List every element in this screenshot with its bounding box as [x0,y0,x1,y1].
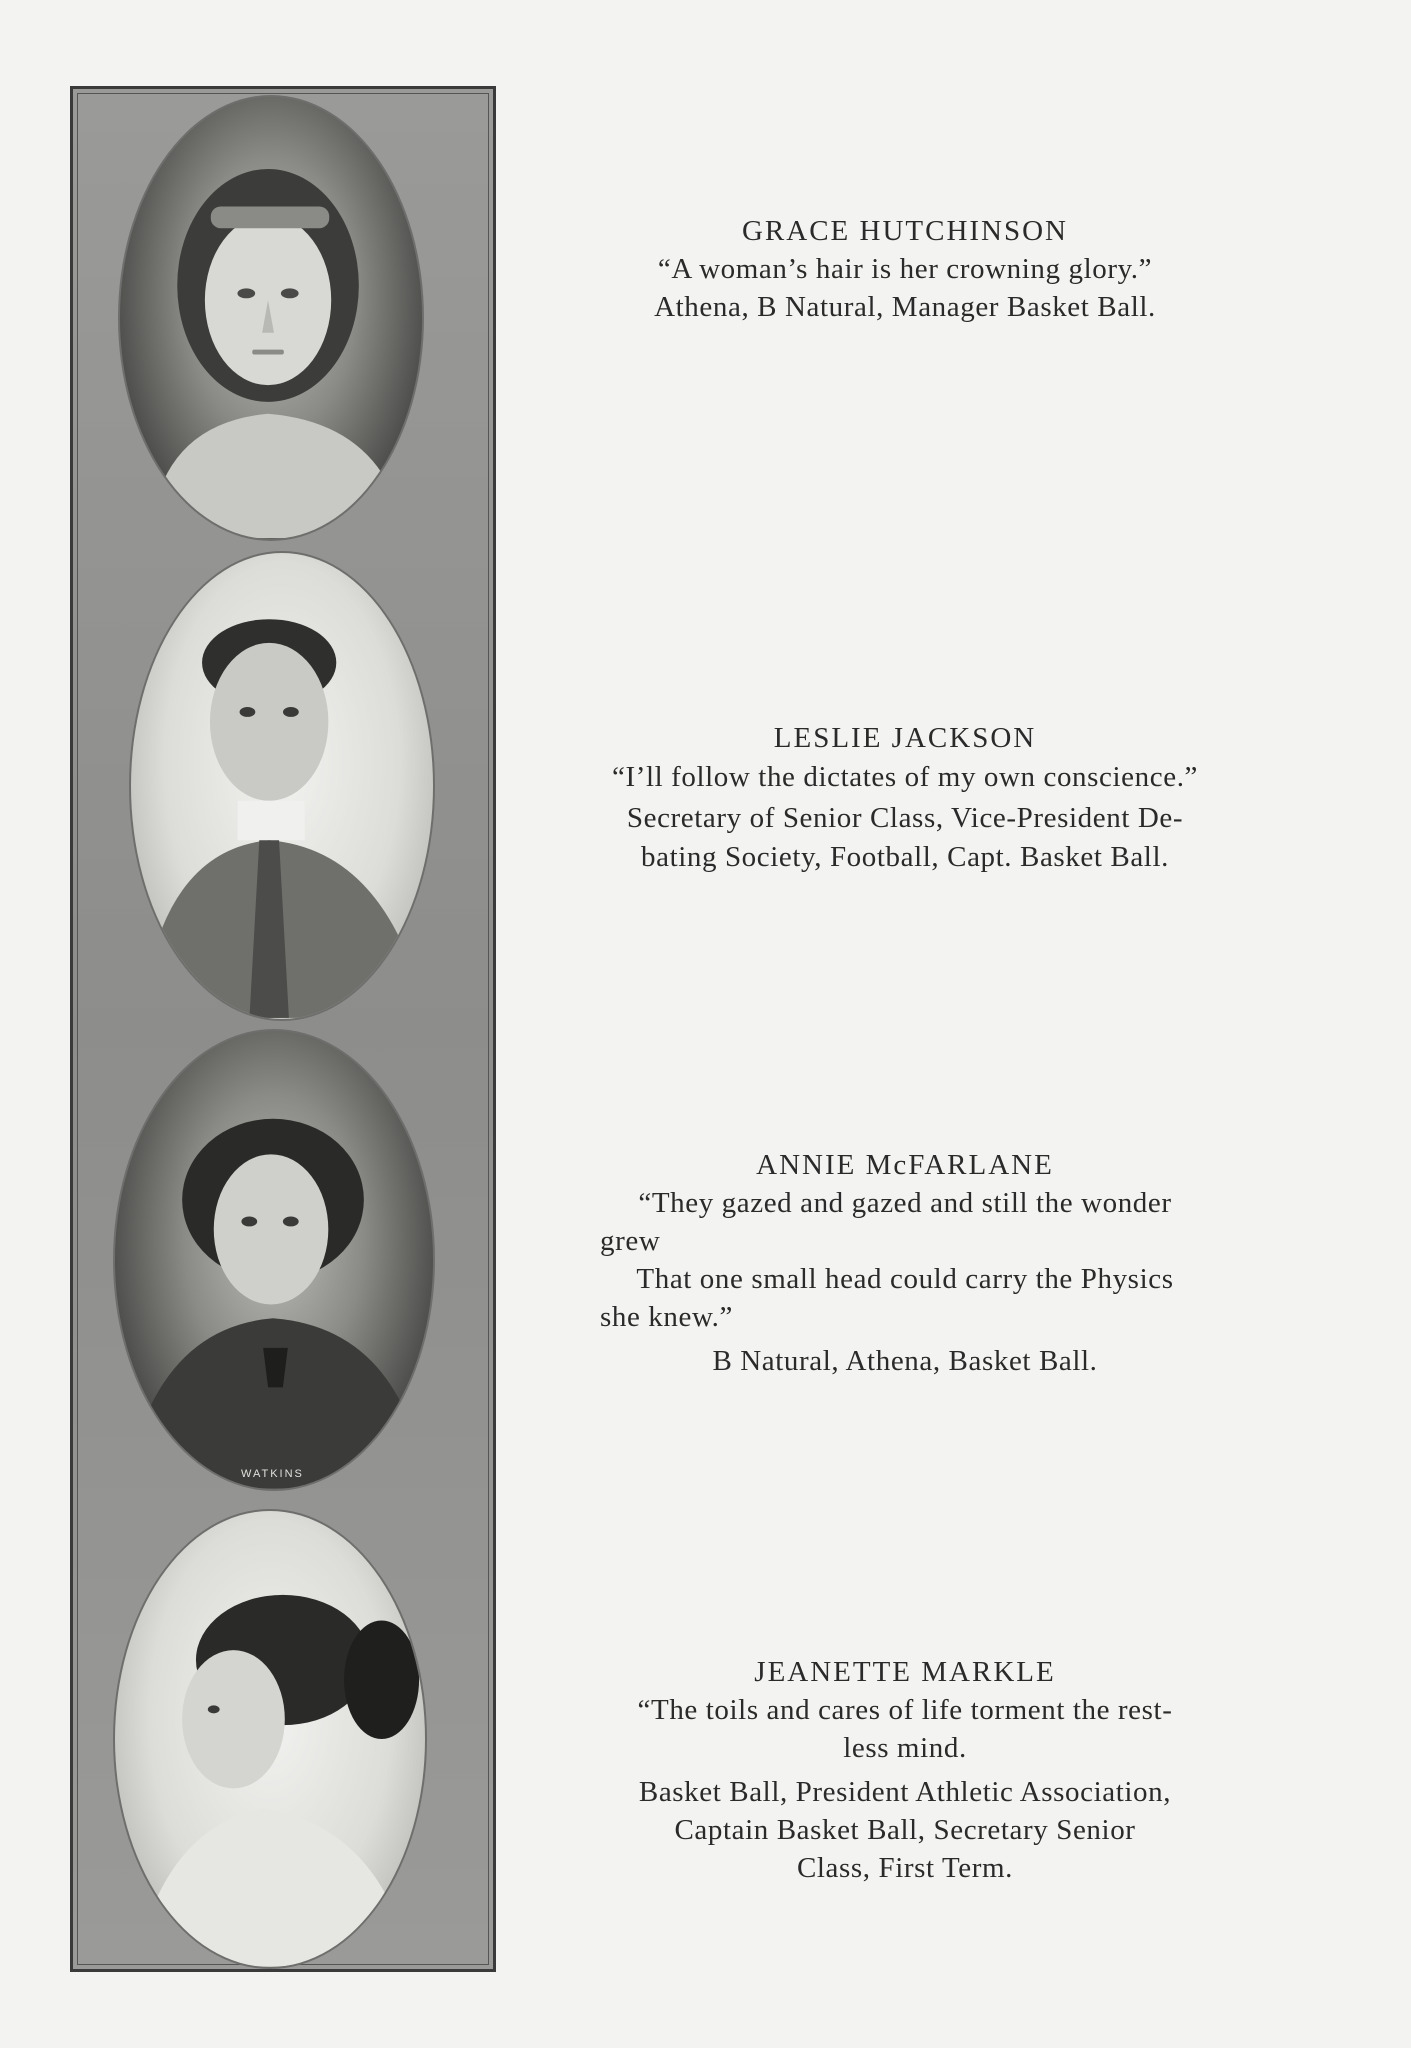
student-quote: “I’ll follow the dictates of my own conscience.” [611,761,1199,793]
student-entry [530,1653,1280,1887]
student-quote-line: That one small head could carry the Physics [636,1263,1174,1295]
student-entry [530,1146,1280,1380]
student-activities: B Natural, Athena, Basket Ball. [712,1345,1098,1377]
portrait-annie-mcfarlane [113,1029,435,1491]
student-activities-line: Class, First Term. [796,1852,1014,1884]
student-activities-line: Captain Basket Ball, Secretary Senior [674,1814,1136,1846]
portrait-figure [115,1031,433,1489]
student-quote-line: she knew.” [600,1301,733,1333]
portrait-figure [115,1511,425,1967]
portrait-jeanette-markle [113,1509,427,1969]
photo-credit: WATKINS [241,1468,304,1480]
student-activities-line: bating Society, Football, Capt. Basket Ball. [641,841,1169,873]
student-entry [530,212,1280,326]
student-activities-line: Secretary of Senior Class, Vice-President De- [626,802,1184,834]
student-quote: “A woman’s hair is her crowning glory.” [657,253,1153,285]
student-quote-line: “The toils and cares of life torment the rest- [637,1694,1173,1726]
student-activities: Athena, B Natural, Manager Basket Ball. [654,291,1156,323]
student-name: JEANETTE MARKLE [754,1656,1056,1688]
student-name: GRACE HUTCHINSON [741,215,1069,247]
portrait-grace-hutchinson [118,95,424,541]
portrait-leslie-jackson [129,551,435,1021]
student-quote-line: less mind. [843,1732,967,1764]
student-quote-line: “They gazed and gazed and still the wonder [638,1187,1172,1219]
student-name: ANNIE McFARLANE [756,1149,1054,1181]
student-quote-line: grew [600,1225,661,1257]
portrait-strip [70,86,496,1972]
student-activities-line: Basket Ball, President Athletic Association, [638,1776,1172,1808]
portrait-figure [131,553,433,1019]
student-entry [530,719,1280,877]
student-name: LESLIE JACKSON [773,722,1037,754]
portrait-figure [120,97,422,539]
